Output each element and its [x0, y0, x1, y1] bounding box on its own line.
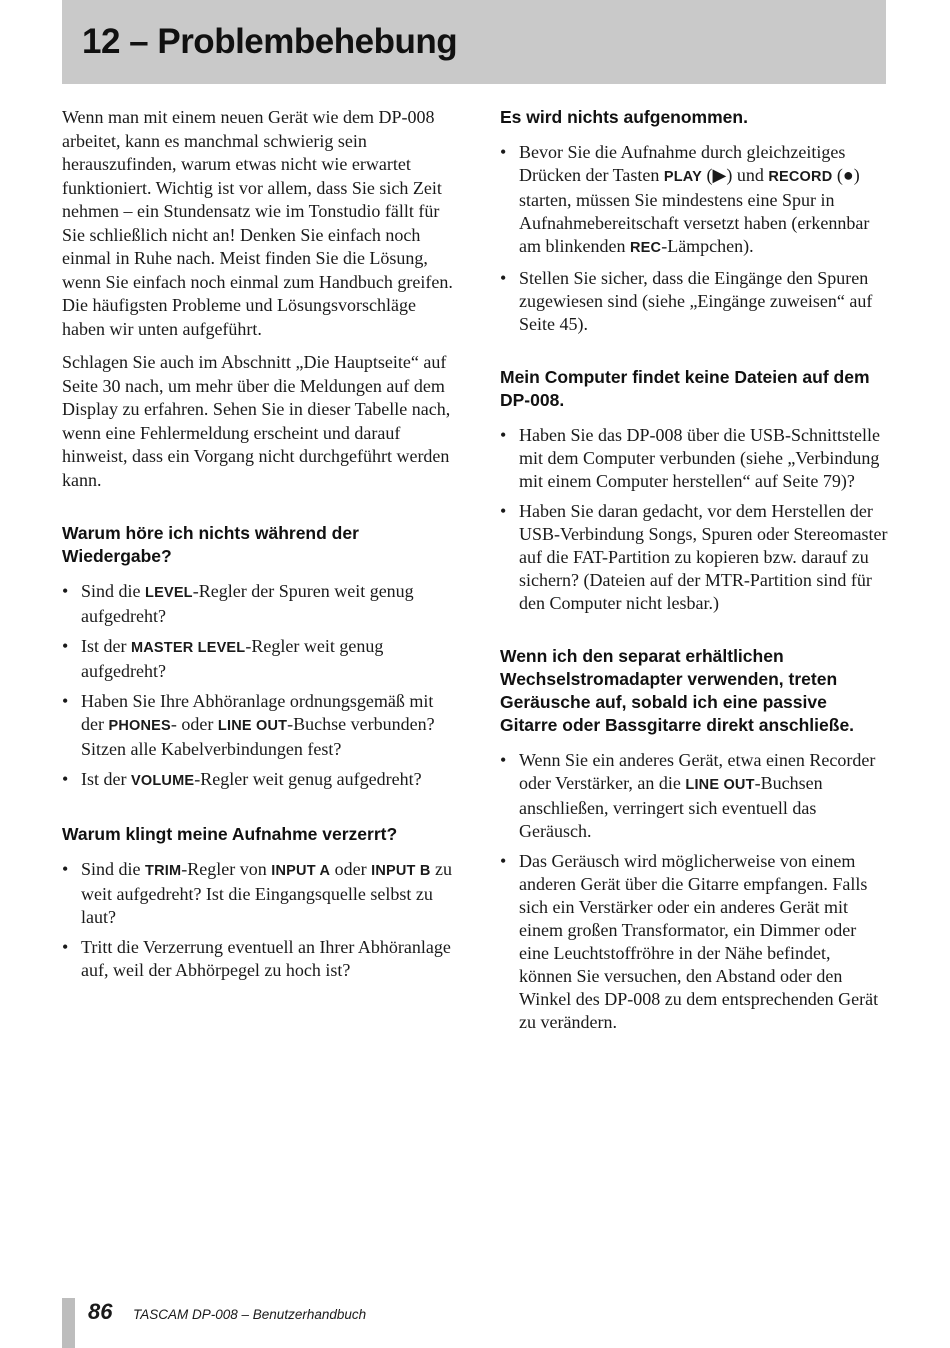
section-heading: Warum klingt meine Aufnahme verzerrt? — [62, 824, 398, 844]
bullet-list — [500, 141, 888, 336]
section-heading: Es wird nichts aufgenommen. — [500, 107, 748, 127]
control-label: INPUT A — [271, 863, 331, 879]
control-label: RECORD — [768, 169, 833, 185]
chapter-title: 12 – Problembehebung — [82, 22, 458, 61]
item-text: -Buchse verbunden? Sitzen alle Kabelverbindungen fest? — [81, 714, 435, 759]
item-text: Tritt die Verzerrung eventuell an Ihrer Abhöranlage auf, weil der Abhörpegel zu hoch ist? — [81, 937, 451, 980]
bullet-marker: • — [62, 937, 69, 957]
item-text: Haben Sie Ihre Abhöranlage ordnungsgemäß mit der — [81, 691, 434, 734]
item-text: Wenn Sie ein anderes Gerät, etwa einen Recorder oder Verstärker, an die — [519, 750, 876, 793]
intro-paragraph-1: Wenn man mit einem neuen Gerät wie dem DP-008 arbeitet, kann es manchmal schwierig sein herauszufinden, warum etwas nicht wie erwartet funktioniert. Wichtig ist vor allem, dass Sie sich Zeit nehmen – ein Stundensatz wie im Tonstudio fällt für Sie schließlich nicht an! Denken Sie einfach noch einmal in Ruhe nach. Meist finden Sie die Lösung, wenn Sie einfach noch einmal zum Handbuch greifen. Die häufigsten Probleme und Lösungsvorschläge haben wir unten aufgeführt. — [62, 107, 453, 339]
bullet-list — [500, 424, 888, 615]
bullet-marker: • — [500, 268, 507, 288]
bullet-marker: • — [62, 769, 69, 789]
item-text: Ist der — [81, 769, 131, 789]
item-text: -Regler von — [181, 859, 272, 879]
bullet-marker: • — [500, 851, 507, 871]
section-no-recording — [500, 106, 888, 336]
list-item — [500, 424, 888, 493]
right-column — [500, 106, 888, 1041]
item-text: Bevor Sie die Aufnahme durch gleichzeitiges Drücken der Tasten — [519, 142, 846, 185]
control-label: TRIM — [145, 863, 182, 879]
control-label: LINE OUT — [685, 777, 755, 793]
section-adapter-noise — [500, 645, 888, 1034]
section-heading: Warum höre ich nichts während der Wiedergabe? — [62, 523, 359, 566]
bullet-marker: • — [500, 142, 507, 162]
item-text: - oder — [170, 714, 218, 734]
control-label: REC — [629, 240, 662, 256]
bullet-marker: • — [62, 581, 69, 601]
item-text: -Regler weit genug aufgedreht? — [194, 769, 422, 789]
item-text: Stellen Sie sicher, dass die Eingänge den Spuren zugewiesen sind (siehe „Eingänge zuweisen“ auf Seite 45). — [519, 268, 873, 334]
item-text: zu weit aufgedreht? Ist die Eingangsquelle selbst zu laut? — [81, 859, 453, 927]
list-item — [62, 635, 454, 683]
list-item — [500, 850, 888, 1034]
bullet-marker: • — [62, 636, 69, 656]
item-text: Das Geräusch wird möglicherweise von einem anderen Gerät über die Gitarre empfangen. Falls sich ein Verstärker oder ein anderes Gerät mit einem großen Transformator, ein Dimmer oder eine Leuchtstoffröhre in der Nähe befindet, können Sie versuchen, den Abstand oder den Winkel des DP-008 zu dem entsprechenden Gerät zu verändern. — [519, 851, 879, 1032]
footer-bar — [62, 1298, 75, 1348]
control-label: INPUT B — [371, 863, 431, 879]
section-distortion — [62, 823, 454, 982]
footer-text: TASCAM DP-008 – Benutzerhandbuch — [133, 1307, 367, 1322]
bullet-marker: • — [500, 750, 507, 770]
control-label: LINE OUT — [217, 718, 288, 734]
control-label: PLAY — [663, 169, 702, 185]
section-computer-files — [500, 366, 888, 615]
control-label: LEVEL — [145, 585, 193, 601]
item-text: Ist der — [81, 636, 131, 656]
bullet-marker: • — [62, 691, 69, 711]
bullet-list — [62, 858, 454, 982]
item-text: (●) starten, müssen Sie mindestens eine Spur in Aufnahmebereitschaft versetzt haben (erkennbar am blinkenden — [519, 165, 870, 256]
list-item — [62, 580, 454, 628]
bullet-marker: • — [62, 859, 69, 879]
bullet-list — [62, 580, 454, 793]
list-item — [62, 858, 454, 929]
item-text: -Regler der Spuren weit genug aufgedreht? — [81, 581, 414, 626]
control-label: VOLUME — [130, 773, 195, 789]
section-heading: Mein Computer findet keine Dateien auf dem DP-008. — [500, 367, 870, 410]
control-label: MASTER LEVEL — [130, 640, 246, 656]
item-text: Sind die — [81, 581, 146, 601]
left-column — [62, 106, 454, 989]
item-text: oder — [330, 859, 372, 879]
list-item — [62, 768, 454, 793]
list-item — [62, 936, 454, 982]
chapter-header — [62, 0, 886, 84]
item-text: (▶) und — [702, 165, 769, 185]
bullet-marker: • — [500, 501, 507, 521]
list-item — [500, 141, 888, 260]
bullet-marker: • — [500, 425, 507, 445]
page-number: 86 — [88, 1299, 113, 1324]
item-text: Haben Sie das DP-008 über die USB-Schnittstelle mit dem Computer verbunden (siehe „Verbindung mit einem Computer herstellen“ auf Seite 79)? — [519, 425, 880, 491]
item-text: Haben Sie daran gedacht, vor dem Herstellen der USB-Verbindung Songs, Spuren oder Stereomaster auf die FAT-Partition zu kopieren bzw. darauf zu sichern? (Dateien auf der MTR-Partition sind für den Computer nicht lesbar.) — [519, 501, 888, 613]
intro-paragraph-2: Schlagen Sie auch im Abschnitt „Die Hauptseite“ auf Seite 30 nach, um mehr über die Meldungen auf dem Display zu erfahren. Sehen Sie in dieser Tabelle nach, wenn eine Fehlermeldung erscheint und darauf hinweist, dass ein Vorgang nicht durchgeführt werden kann. — [62, 352, 451, 490]
item-text: -Buchsen anschließen, verringert sich eventuell das Geräusch. — [519, 773, 823, 841]
list-item — [500, 267, 888, 336]
control-label: PHONES — [108, 718, 171, 734]
section-no-playback — [62, 522, 454, 793]
list-item — [500, 500, 888, 615]
bullet-list — [500, 749, 888, 1034]
item-text: -Regler weit genug aufgedreht? — [81, 636, 384, 681]
section-heading: Wenn ich den separat erhältlichen Wechselstromadapter verwenden, treten Geräusche auf, sobald ich eine passive Gitarre oder Bassgitarre direkt anschließe. — [500, 646, 855, 735]
list-item — [500, 749, 888, 843]
item-text: -Lämpchen). — [661, 236, 754, 256]
list-item — [62, 690, 454, 761]
item-text: Sind die — [81, 859, 146, 879]
